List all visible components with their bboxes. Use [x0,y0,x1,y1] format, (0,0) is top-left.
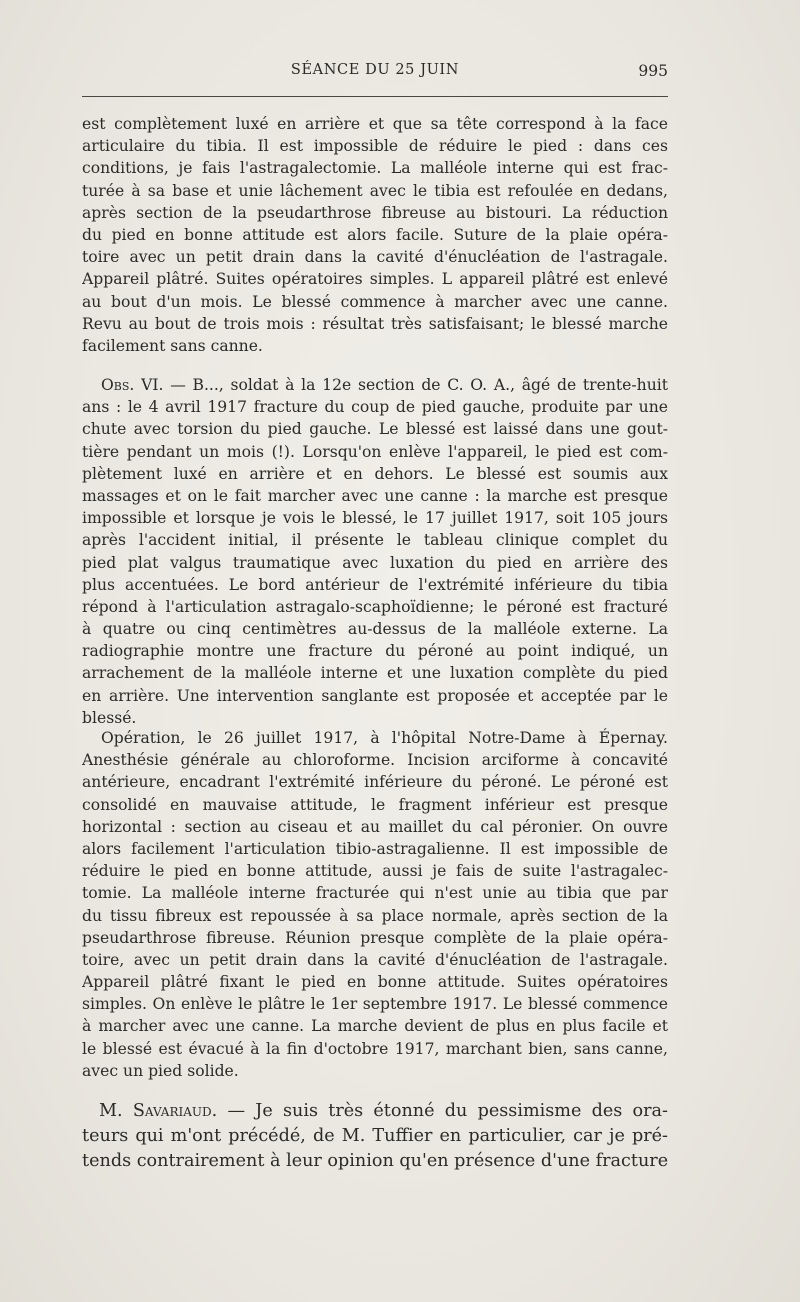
text-line: en arrière. Une intervention sanglante est proposée et acceptée par le [82,686,668,705]
text-line-rest: — Je suis très étonné du pessimisme des ora- [217,1101,668,1121]
observation-label: Obs. VI. [101,376,164,394]
text-line-rest: — B..., soldat à la 12e section de C. O. A., âgé de trente-huit [163,376,668,394]
text-line: antérieure, encadrant l'extrémité inférieure du péroné. Le péroné est [82,773,668,792]
text-line: Anesthésie générale au chloroforme. Incision arciforme à concavité [82,751,668,770]
text-line: Opération, le 26 juillet 1917, à l'hôpital Notre-Dame à Épernay. [101,729,668,747]
text-line: après l'accident initial, il présente le tableau clinique complet du [82,531,668,550]
text-line: à marcher avec une canne. La marche devient de plus en plus facile et [82,1017,668,1036]
text-line: consolidé en mauvaise attitude, le fragment inférieur est presque [82,795,668,814]
text-line: pied plat valgus traumatique avec luxation du pied en arrière des [82,553,668,572]
text-line: pseudarthrose fibreuse. Réunion presque complète de la plaie opéra- [82,928,668,947]
text-line: le blessé est évacué à la fin d'octobre 1917, marchant bien, sans canne, [82,1039,668,1058]
running-head [82,62,668,86]
text-line: tomie. La malléole interne fracturée qui n'est unie au tibia que par [82,884,668,903]
text-line: du pied en bonne attitude est alors facile. Suture de la plaie opéra- [82,225,668,244]
text-line: teurs qui m'ont précédé, de M. Tuffier en particulier, car je pré- [82,1126,668,1146]
text-line: à quatre ou cinq centimètres au-dessus de la malléole externe. La [82,620,668,639]
text-line: toire avec un petit drain dans la cavité d'énucléation de l'astragale. [82,248,668,267]
text-line: simples. On enlève le plâtre le 1er septembre 1917. Le blessé commence [82,995,668,1014]
text-line: alors facilement l'articulation tibio-astragalienne. Il est impossible de [82,839,668,858]
text-line: Revu au bout de trois mois : résultat très satisfaisant; le blessé marche [82,314,668,333]
paragraph-1 [82,113,668,357]
text-line: du tissu fibreux est repoussée à sa place normale, après section de la [82,906,668,925]
text-line: blessé. [82,708,137,727]
text-line: facilement sans canne. [82,336,263,355]
text-line: avec un pied solide. [82,1061,239,1080]
text-line: turée à sa base et unie lâchement avec le tibia est refoulée en dedans, [82,181,668,200]
text-line: ans : le 4 avril 1917 fracture du coup de pied gauche, produite par une [82,398,668,417]
text-line: chute avec torsion du pied gauche. Le blessé est laissé dans une gout- [82,420,668,439]
text-line: tière pendant un mois (!). Lorsqu'on enlève l'appareil, le pied est com- [82,442,668,461]
text-line: après section de la pseudarthrose fibreuse au bistouri. La réduction [82,203,668,222]
text-line: conditions, je fais l'astragalectomie. La malléole interne qui est frac- [82,159,668,178]
text-line [82,374,668,396]
text-line: Appareil plâtré. Suites opératoires simples. L appareil plâtré est enlevé [82,270,668,289]
text-line: radiographie montre une fracture du péroné au point indiqué, un [82,642,668,661]
paragraph-operation [82,727,668,1082]
page-number: 995 [638,62,668,80]
text-line: horizontal : section au ciseau et au maillet du cal péronier. On ouvre [82,817,668,836]
text-line: au bout d'un mois. Le blessé commence à marcher avec une canne. [82,292,668,311]
text-line: plus accentuées. Le bord antérieur de l'extrémité inférieure du tibia [82,575,668,594]
paragraph-obs-vi [82,374,668,729]
text-line: impossible et lorsque je vois le blessé, le 17 juillet 1917, soit 105 jours [82,509,668,528]
text-line: est complètement luxé en arrière et que sa tête correspond à la face [82,115,668,133]
text-line: répond à l'articulation astragalo-scaphoïdienne; le péroné est fracturé [82,597,668,616]
paragraph-savariaud [82,1099,668,1174]
text-line: arrachement de la malléole interne et une luxation complète du pied [82,664,668,683]
text-line: Appareil plâtré fixant le pied en bonne attitude. Suites opératoires [82,973,668,992]
running-title: SÉANCE DU 25 JUIN [290,62,460,78]
text-line: toire, avec un petit drain dans la cavité d'énucléation de l'astragale. [82,950,668,969]
text-line: plètement luxé en arrière et en dehors. Le blessé est soumis aux [82,464,668,483]
text-line: massages et on le fait marcher avec une canne : la marche est presque [82,486,668,505]
text-line: tends contrairement à leur opinion qu'en présence d'une fracture [82,1151,668,1171]
text-line: réduire le pied en bonne attitude, aussi je fais de suite l'astragalec- [82,862,668,881]
speaker-name: M. Savariaud. [99,1101,218,1121]
header-rule [82,96,668,97]
text-line [82,1099,668,1124]
text-line: articulaire du tibia. Il est impossible de réduire le pied : dans ces [82,137,668,156]
